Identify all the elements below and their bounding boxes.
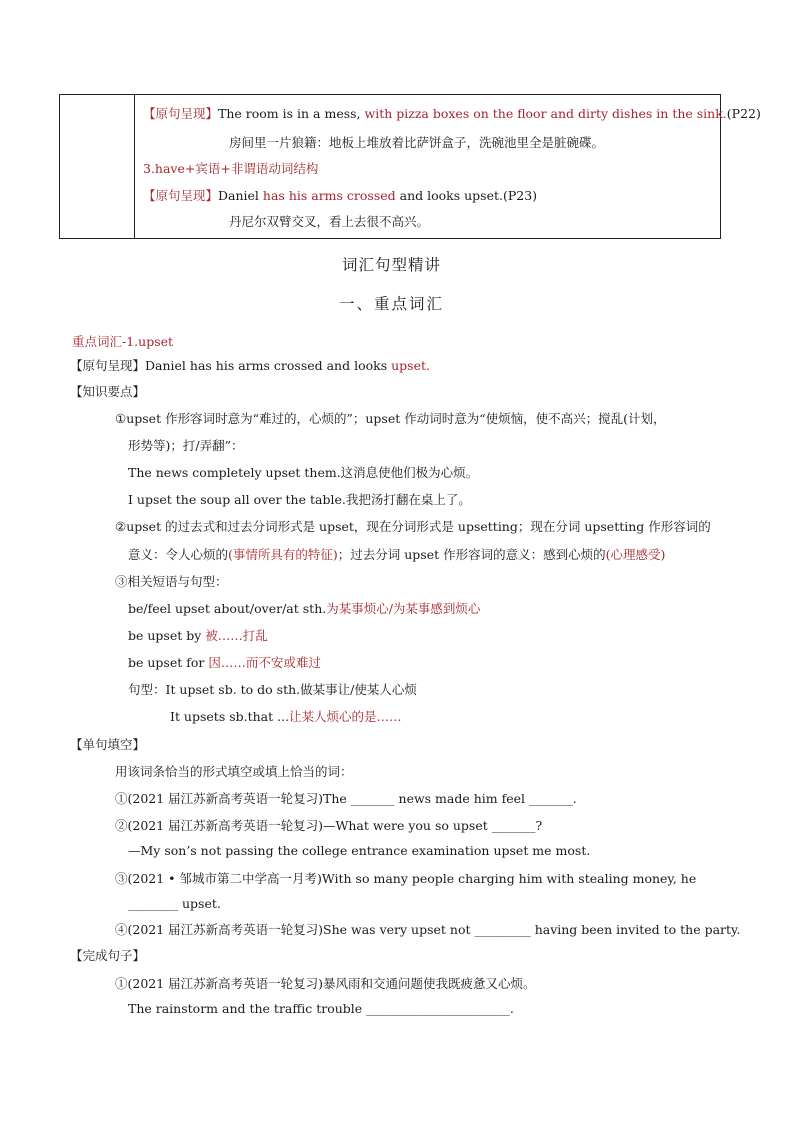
page-ref: (P22) [726,106,761,121]
meaning-text-2: ；过去分词 upset 作形容词的意义：感到心烦的 [337,547,606,562]
complete-question-1-line2: The rainstorm and the traffic trouble _______________________. [128,1001,514,1016]
original-sentence-end: and looks upset.(P23) [395,188,538,203]
pattern-2 [170,707,402,725]
knowledge-point-2: ②upset 的过去式和过去分词形式是 upset，现在分词形式是 upsetting；现在分词 upsetting 作形容词的 [115,519,711,534]
example-1: The news completely upset them.这消息使他们极为心烦。 [128,465,479,480]
section-subtitle: 一、重点词汇 [339,295,445,313]
complete-question-1: ①(2021 届江苏新高考英语一轮复习)暴风雨和交通问题使我既疲惫又心烦。 [115,976,536,991]
table-row-original-2 [143,186,537,204]
original-sentence: The room is in a mess, [218,106,365,121]
section-title: 词汇句型精讲 [342,256,442,274]
fill-question-3: ③(2021 • 邹城市第二中学高一月考)With so many people charging him with stealing money, he [115,871,697,886]
phrase-cn: 因……而不安或难过 [208,655,321,670]
pattern-1: 句型：It upset sb. to do sth.做某事让/使某人心烦 [128,682,417,697]
meaning-text: 意义：令人心烦的 [128,547,229,562]
original-sentence-highlight: has his arms crossed [262,188,396,203]
table-translation-2: 丹尼尔双臂交叉，看上去很不高兴。 [229,214,430,229]
pattern-en: It upsets sb.that ... [170,709,290,724]
fill-instruction: 用该词条恰当的形式填空或填上恰当的词： [115,764,353,779]
original-sentence: Daniel has his arms crossed and looks [145,358,392,373]
fill-question-2-line2: —My son’s not passing the college entrance examination upset me most. [128,843,591,858]
table-translation-1: 房间里一片狼籍：地板上堆放着比萨饼盒子，洗碗池里全是脏碗碟。 [229,135,605,150]
phrase-en: be upset for [128,655,209,670]
meaning-note: (事情所具有的特征) [228,547,338,562]
table-row-original-1 [143,104,761,122]
original-sentence-highlight: upset. [391,358,430,373]
fill-question-1: ①(2021 届江苏新高考英语一轮复习)The _______ news made him feel _______. [115,791,577,806]
original-tag: 【原句呈现】 [143,188,219,203]
vocab-heading: 重点词汇-1.upset [72,334,174,349]
vocab-original [70,356,430,374]
knowledge-point-3: ③相关短语与句型： [115,574,228,589]
table-structure-heading: 3.have+宾语+非谓语动词结构 [143,161,319,176]
table-column-divider [134,94,135,239]
phrase-cn: 被……打乱 [205,628,268,643]
phrase-1 [128,599,480,617]
fill-question-3-line2: ________ upset. [128,896,221,911]
original-sentence-highlight: with pizza boxes on the floor and dirty dishes in the sink. [364,106,727,121]
pattern-cn: 让某人烦心的是…… [289,709,402,724]
original-sentence: Daniel [218,188,263,203]
meaning-note-2: (心理感受) [605,547,666,562]
knowledge-point-1-cont: 形势等)；打/弄翻”： [128,438,244,453]
original-tag: 【原句呈现】 [143,106,219,121]
fill-question-2: ②(2021 届江苏新高考英语一轮复习)—What were you so upset _______? [115,818,543,833]
phrase-cn: 为某事烦心/为某事感到烦心 [326,601,481,616]
fill-question-4: ④(2021 届江苏新高考英语一轮复习)She was very upset not _________ having been invited to the party. [115,922,741,937]
phrase-en: be upset by [128,628,206,643]
knowledge-point-2-cont [128,545,665,563]
knowledge-tag: 【知识要点】 [70,384,146,399]
original-tag: 【原句呈现】 [70,358,146,373]
phrase-en: be/feel upset about/over/at sth. [128,601,327,616]
phrase-2 [128,626,268,644]
phrase-3 [128,653,321,671]
knowledge-point-1: ①upset 作形容词时意为“难过的，心烦的”；upset 作动词时意为“使烦恼，使不高兴；搅乱(计划， [115,411,666,426]
complete-tag: 【完成句子】 [70,948,146,963]
example-2: I upset the soup all over the table.我把汤打翻在桌上了。 [128,492,471,507]
fill-tag: 【单句填空】 [70,737,146,752]
